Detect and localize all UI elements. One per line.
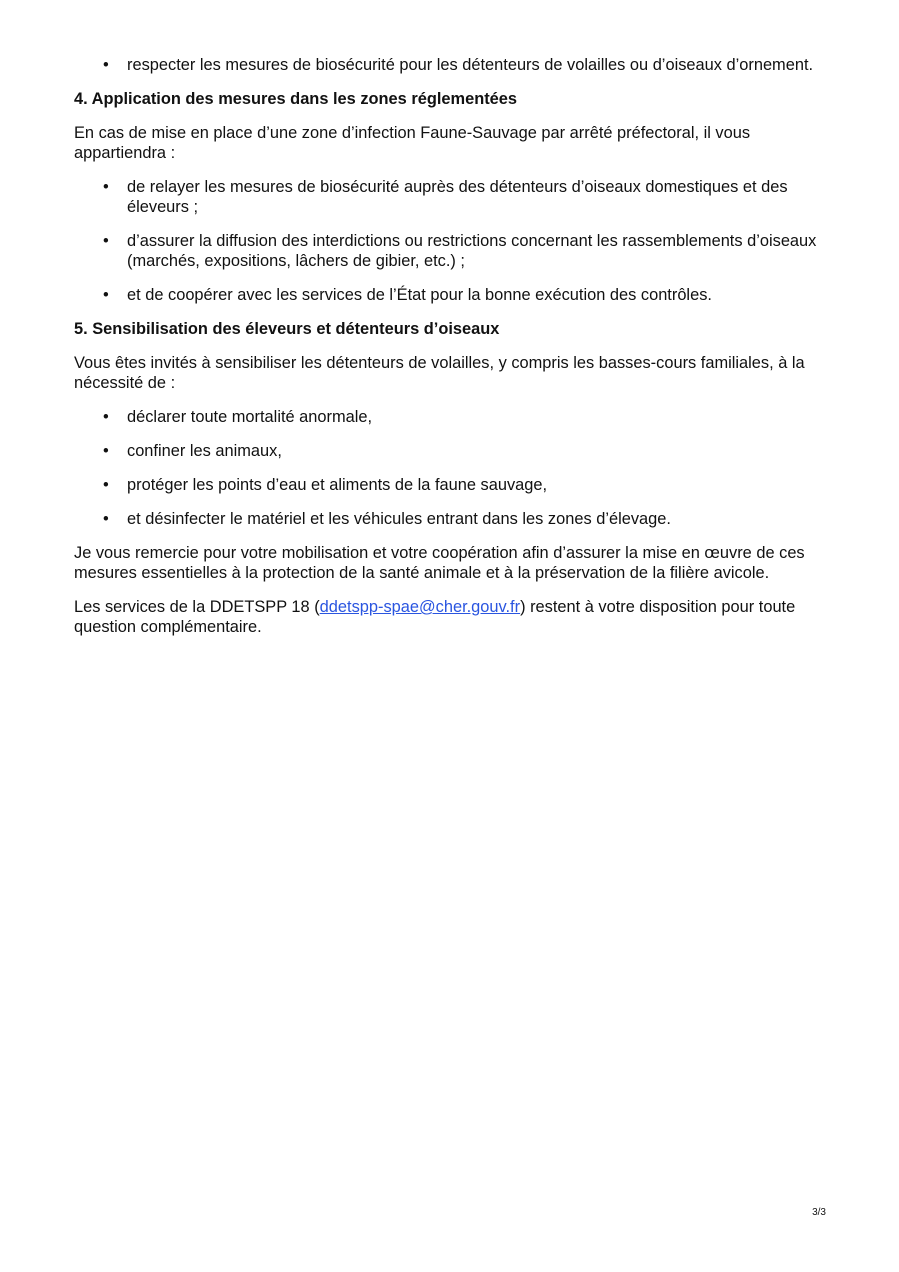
bullet-icon: • (103, 408, 109, 426)
section-4-heading: 4. Application des mesures dans les zones réglementées (74, 90, 518, 108)
section-4-bullet-list (74, 177, 834, 305)
list-item-text: protéger les points d’eau et aliments de la faune sauvage, (127, 476, 548, 494)
list-item (74, 441, 834, 461)
list-item (74, 407, 834, 427)
section-4-intro: En cas de mise en place d’une zone d’infection Faune-Sauvage par arrêté préfectoral, il vous appartiendra : (74, 124, 751, 162)
contact-text-before: Les services de la DDETSPP 18 ( (74, 598, 320, 616)
page-number: 3/3 (812, 1207, 826, 1218)
contact-email-link[interactable]: ddetspp-spae@cher.gouv.fr (319, 598, 521, 616)
bullet-icon: • (103, 232, 109, 250)
contact-paragraph (74, 597, 834, 637)
list-item (74, 231, 834, 271)
list-item-text: d’assurer la diffusion des interdictions ou restrictions concernant les rassemblements d’oiseaux (marchés, expositions, lâchers de gibier, etc.) ; (127, 232, 817, 270)
section-5-heading: 5. Sensibilisation des éleveurs et détenteurs d’oiseaux (74, 320, 500, 338)
list-item (74, 285, 834, 305)
list-item-text: et de coopérer avec les services de l’État pour la bonne exécution des contrôles. (127, 286, 712, 304)
closing-thanks-paragraph: Je vous remercie pour votre mobilisation et votre coopération afin d’assurer la mise en œuvre de ces mesures essentielles à la protection de la santé animale et à la préservation de la filière avicole. (74, 544, 805, 582)
bullet-icon: • (103, 510, 109, 528)
bullet-icon: • (103, 56, 109, 74)
list-item-text: déclarer toute mortalité anormale, (127, 408, 373, 426)
letter-page (74, 55, 834, 651)
bullet-icon: • (103, 286, 109, 304)
list-item (74, 55, 834, 75)
list-item-text: de relayer les mesures de biosécurité auprès des détenteurs d’oiseaux domestiques et des éleveurs ; (127, 178, 788, 216)
list-item (74, 509, 834, 529)
list-item-text: et désinfecter le matériel et les véhicules entrant dans les zones d’élevage. (127, 510, 671, 528)
list-item (74, 177, 834, 217)
bullet-icon: • (103, 442, 109, 460)
list-item (74, 475, 834, 495)
bullet-icon: • (103, 476, 109, 494)
list-item-text: confiner les animaux, (127, 442, 282, 460)
list-item-text: respecter les mesures de biosécurité pour les détenteurs de volailles ou d’oiseaux d’ornement. (127, 56, 814, 74)
intro-bullet-list (74, 55, 834, 75)
section-5-intro: Vous êtes invités à sensibiliser les détenteurs de volailles, y compris les basses-cours familiales, à la nécessité de : (74, 354, 805, 392)
contact-text-after: ) restent à votre disposition pour toute question complémentaire. (74, 598, 796, 636)
section-5-bullet-list (74, 407, 834, 529)
bullet-icon: • (103, 178, 109, 196)
